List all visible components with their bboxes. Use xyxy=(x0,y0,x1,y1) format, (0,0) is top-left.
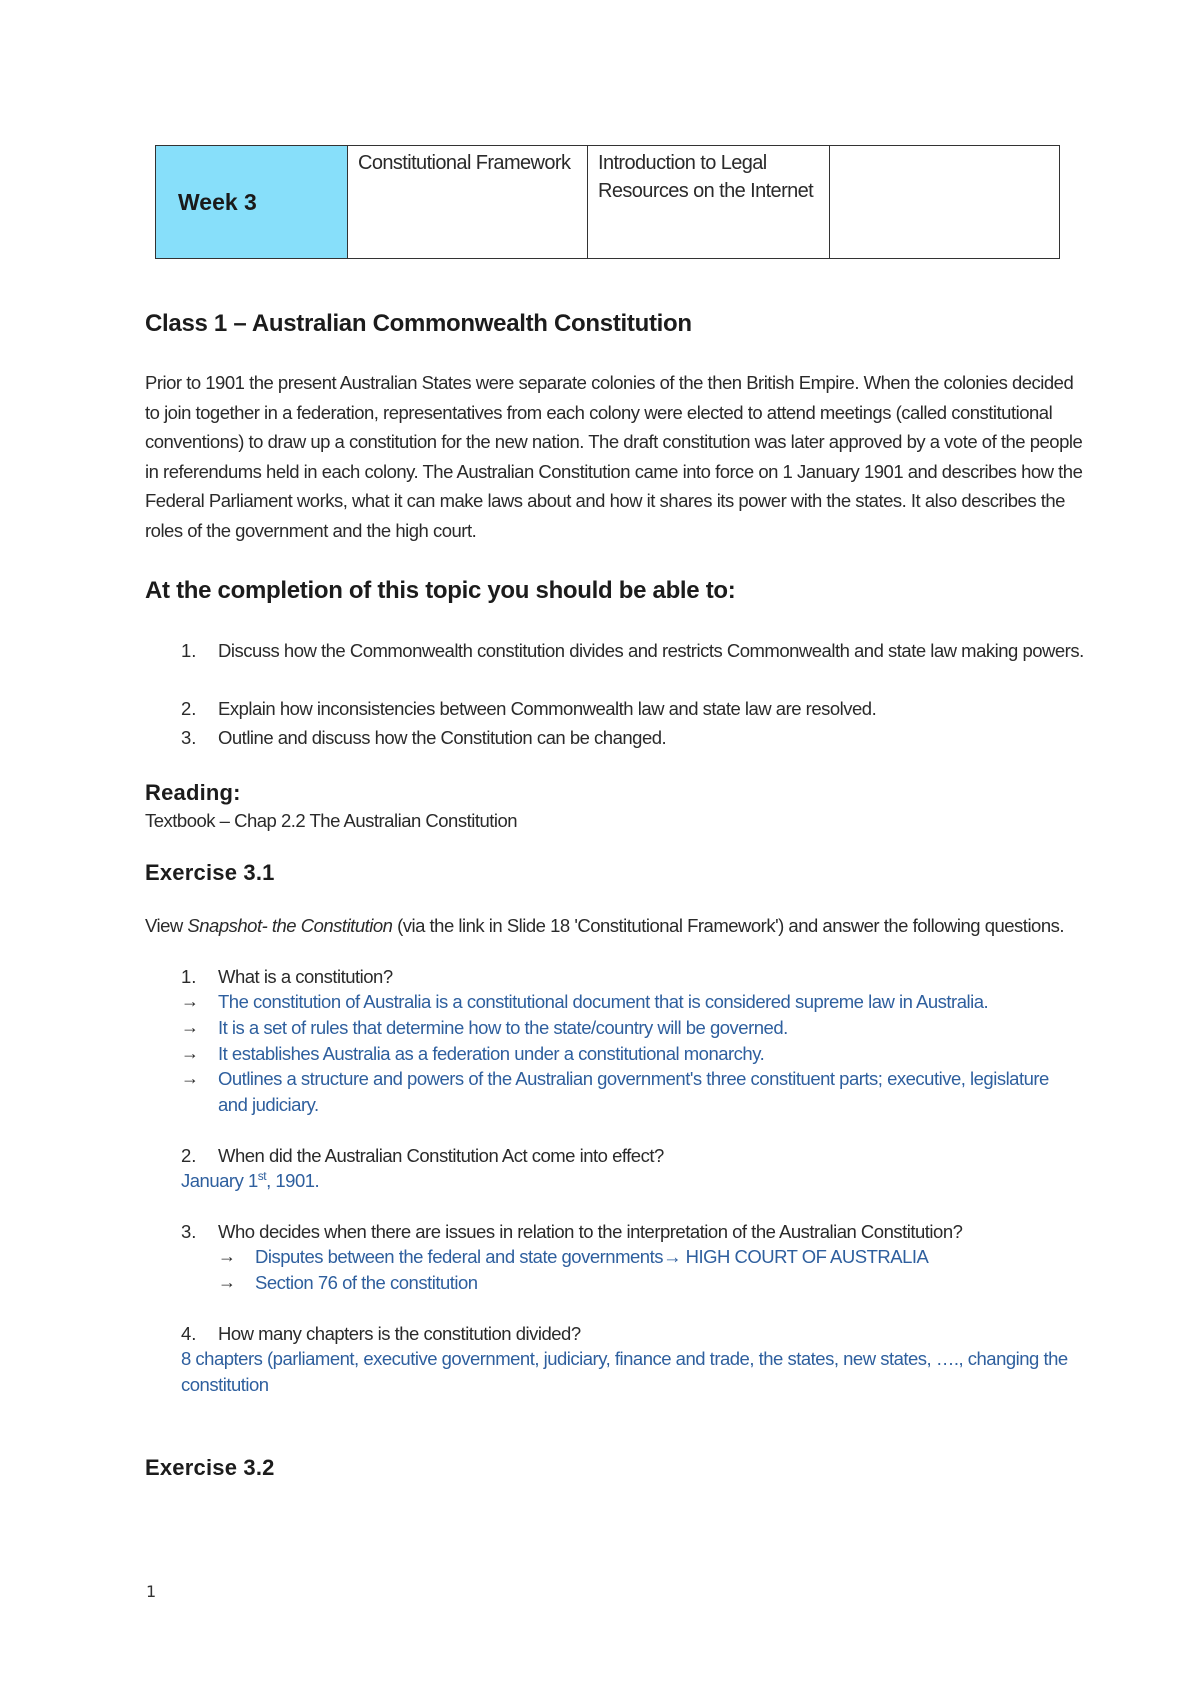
reading-text: Textbook – Chap 2.2 The Australian Constitution xyxy=(145,810,518,831)
answer-item: It is a set of rules that determine how to the state/country will be governed. xyxy=(218,1017,788,1038)
answer-text: 8 chapters (parliament, executive government, judiciary, finance and trade, the states, new states, …., changing the xyxy=(181,1348,1068,1369)
objective-number: 3. xyxy=(181,727,197,748)
week-cell: Week 3 xyxy=(156,146,348,259)
class-heading: Class 1 – Australian Commonwealth Constitution xyxy=(145,310,692,337)
resource-cell: Introduction to Legal Resources on the Internet xyxy=(588,146,830,259)
exercise-intro xyxy=(145,915,1064,937)
arrow-right-icon: → xyxy=(181,1043,199,1063)
intro-paragraph: Prior to 1901 the present Australian States were separate colonies of the then British Empire. When the colonies decided to join together in a federation, representatives from each colony were elected to attend meetings (called constitutional conventions) to draw up a constitution for the new nation. The draft constitution was later approved by a vote of the people in referendums held in each colony. The Australian Constitution came into force on 1 January 1901 and describes how the Federal Parliament works, what it can make laws about and how it shares its power with the states. It also describes the roles of the government and the high court. xyxy=(145,372,1083,541)
objective-item: Outline and discuss how the Constitution can be changed. xyxy=(218,727,667,748)
exercise-heading: Exercise 3.1 xyxy=(145,860,275,885)
answer-text xyxy=(181,1170,319,1192)
objective-number: 1. xyxy=(181,640,197,661)
question-text: How many chapters is the constitution divided? xyxy=(218,1323,581,1344)
notes-cell xyxy=(830,146,1060,259)
resource-title: Snapshot- the Constitution xyxy=(187,915,393,936)
answer-year: , 1901. xyxy=(266,1170,320,1191)
exercise-intro-text: View xyxy=(145,915,188,936)
question-number: 3. xyxy=(181,1221,197,1242)
page-number: 1 xyxy=(146,1582,157,1601)
arrow-right-icon: → xyxy=(218,1272,236,1292)
question-text: Who decides when there are issues in relation to the interpretation of the Australian Constitution? xyxy=(218,1221,963,1242)
arrow-right-icon: → xyxy=(218,1246,236,1266)
question-number: 2. xyxy=(181,1145,197,1166)
arrow-right-icon: → xyxy=(181,991,199,1011)
answer-item: Section 76 of the constitution xyxy=(255,1272,478,1293)
question-text: What is a constitution? xyxy=(218,966,393,987)
answer-text: HIGH COURT OF AUSTRALIA xyxy=(680,1246,929,1267)
topic-cell: Constitutional Framework xyxy=(348,146,588,259)
answer-date-suffix: st xyxy=(257,1168,267,1183)
objective-item: Discuss how the Commonwealth constitution divides and restricts Commonwealth and state law making powers. xyxy=(218,640,1084,661)
reading-heading: Reading: xyxy=(145,780,241,805)
question-number: 1. xyxy=(181,966,197,987)
arrow-right-icon: → xyxy=(181,1017,199,1037)
question-number: 4. xyxy=(181,1323,197,1344)
question-text: When did the Australian Constitution Act come into effect? xyxy=(218,1145,664,1166)
arrow-right-icon: → xyxy=(181,1068,199,1088)
answer-item: Outlines a structure and powers of the Australian government's three constituent parts; executive, legislature xyxy=(218,1068,1049,1089)
exercise-intro-text: (via the link in Slide 18 'Constitutional Framework') and answer the following questions. xyxy=(392,915,1065,936)
answer-text: Disputes between the federal and state governments xyxy=(255,1246,663,1267)
answer-item: It establishes Australia as a federation under a constitutional monarchy. xyxy=(218,1043,765,1064)
answer-item xyxy=(255,1246,928,1268)
exercise-heading: Exercise 3.2 xyxy=(145,1455,275,1480)
answer-item-continued: and judiciary. xyxy=(218,1094,319,1115)
answer-date: January 1 xyxy=(181,1170,258,1191)
objective-item: Explain how inconsistencies between Commonwealth law and state law are resolved. xyxy=(218,698,877,719)
answer-text-continued: constitution xyxy=(181,1374,269,1395)
thick-arrow-right-icon: → xyxy=(662,1246,681,1267)
week-table xyxy=(155,145,1060,259)
answer-item: The constitution of Australia is a constitutional document that is considered supreme law in Australia. xyxy=(218,991,989,1012)
objective-number: 2. xyxy=(181,698,197,719)
objectives-heading: At the completion of this topic you should be able to: xyxy=(145,577,736,604)
